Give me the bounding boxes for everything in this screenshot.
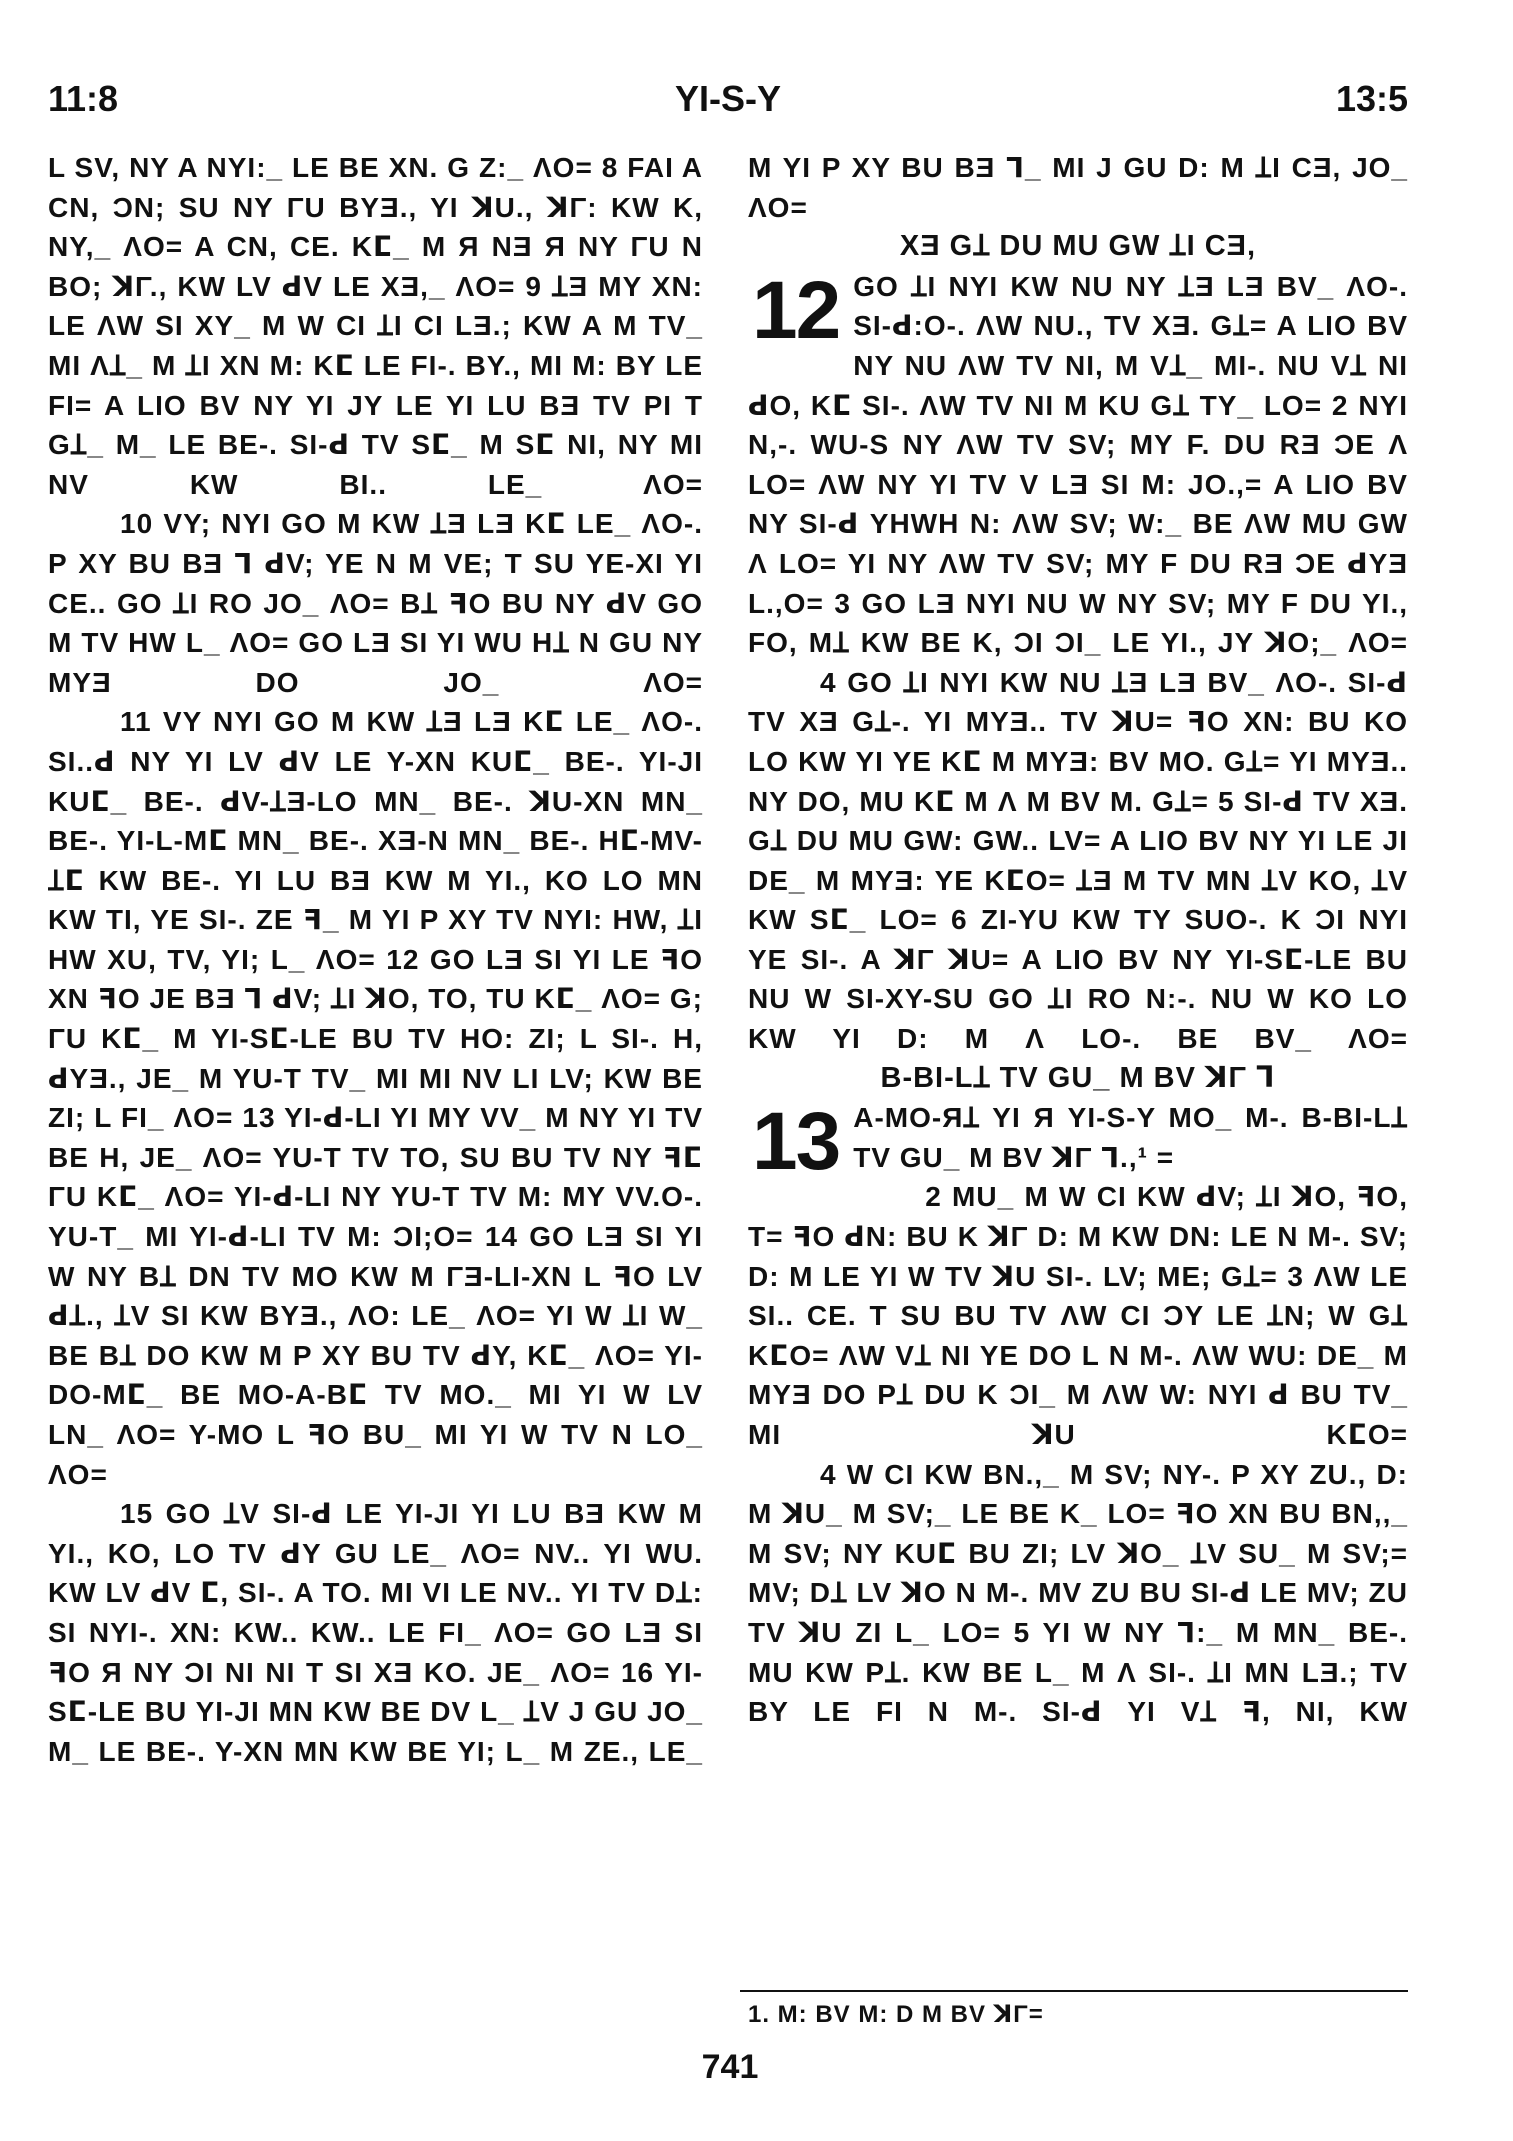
paragraph: 10 VY; NYI GO M KW ꞱƎ LƎ Kⵎ LE_ ΛO-. P XY BU BƎ Ꞁ ꓒV; YE N M VE; T SU YE-XI YI CE.. GO ꞱI RO JO_ ΛO= BꞱ ꟻO BU NY ꓒV GO M TV HW L_ ΛO= GO LƎ SI YI WU HꞱ N GU NY MYƎ DO JO_ ΛO= — [48, 508, 703, 698]
header-right-reference: 13:5 — [1335, 78, 1408, 119]
chapter-13-block — [748, 1096, 1408, 1188]
paragraph: L SV, NY A NYI:_ LE BE XN. G Z:_ ΛO= 8 FAI A CN, ƆN; SU NY ΓU BYƎ., YI ꓘU., ꓘΓ: KW K, NY,_ ΛO= A CN, CE. Kⵎ_ M Я NƎ Я NY ΓU N BO; ꓘΓ., KW LV ꓒV LE XƎ,_ ΛO= 9 ꞱƎ MY XN: LE ΛW SI XY_ M W CI ꞱI CI LƎ.; KW A M TV_ MI ΛꞱ_ M ꞱI XN M: Kⵎ LE FI-. BY., MI M: BY LE FI= A LIO BV NY YI JY LE YI LU BƎ TV PI T GꞱ_ M_ LE BE-. SI-ꓒ TV Sⵎ_ M Sⵎ NI, NY MI NV KW BI.. LE_ ΛO= — [48, 152, 703, 500]
paragraph: A-MO-ЯꞱ YI Я YI-S-Y MO_ M-. B-BI-LꞱ TV GU_ M BV ꓘΓ Ꞁ.,¹ = — [853, 1102, 1408, 1173]
header-left-reference: 11:8 — [48, 78, 119, 119]
paragraph: 15 GO ꞱV SI-ꓒ LE YI-JI YI LU BƎ KW M YI., KO, LO TV ꓒY GU LE_ ΛO= NV.. YI WU. KW LV ꓒV ⵎ, SI-. A TO. MI VI LE NV.. YI TV DꞱ: SI NYI-. XN: KW.. KW.. LE FI_ ΛO= GO LƎ SI ꟻO Я NY ƆI NI NI T SI XƎ KO. JE_ ΛO= 16 YI-Sⵎ-LE BU YI-JI MN KW BE DV L_ ꞱV J GU JO_ M_ LE BE-. Y-XN MN KW BE YI; L_ M ZE., LE_ — [48, 1498, 703, 1767]
footnote-divider — [740, 1990, 1408, 1992]
chapter-12-block — [748, 264, 1408, 663]
chapter-number: 12 — [752, 264, 840, 356]
paragraph: 4 W CI KW BN.,_ M SV; NY-. P XY ZU., D: M ꓘU_ M SV;_ LE BE K_ LO= ꟻO XN BU BN,,_ M SV; NY KUⵎ BU ZI; LV ꓘO_ ꞱV SU_ M SV;= MV; DꞱ LV ꓘO N M-. MV ZU BU SI-ꓒ LE MV; ZU TV ꓘU ZI L_ LO= 5 YI W NY Ꞁ:_ M MN_ BE-. MU KW PꞱ. KW BE L_ M Λ SI-. ꞱI MN LƎ.; TV BY LE FI N M-. SI-ꓒ YI VꞱ ꟻ, NI, KW — [748, 1458, 1408, 1728]
footnote: 1. M: BV M: D M BV ꓘΓ= — [748, 2001, 1044, 2028]
section-heading: B-BI-LꞱ TV GU_ M BV ꓘΓ Ꞁ — [880, 1061, 1276, 1094]
section-heading: XƎ GꞱ DU MU GW ꞱI CƎ, — [899, 230, 1257, 263]
running-header — [48, 78, 1408, 128]
paragraph: GO ꞱI NYI KW NU NY ꞱƎ LƎ BV_ ΛO-. SI-ꓒ:O-. ΛW NU., TV XƎ. GꞱ= A LIO BV NY NU ΛW TV NI, M VꞱ_ MI-. NU VꞱ NI ꓒO, Kⵎ SI-. ΛW TV NI M KU GꞱ TY_ LO= 2 NYI N,-. WU-S NY ΛW TV SV; MY F. DU RƎ ƆE Λ LO= ΛW NY YI TV V LƎ SI M: JO.,= A LIO BV NY SI-ꓒ YHWH N: ΛW SV; W:_ BE ΛW MU GW Λ LO= YI NY ΛW TV SV; MY F DU RƎ ƆE ꓒYƎ L.,O= 3 GO LƎ NYI NU W NY SV; MY F DU YI., FO, MꞱ KW BE K, ƆI ƆI_ LE YI., JY ꓘO;_ ΛO= — [748, 270, 1408, 659]
header-book-title: YI-S-Y — [674, 78, 781, 119]
paragraph: M YI P XY BU BƎ Ꞁ_ MI J GU D: M ꞱI CƎ, JO_ ΛO= — [748, 152, 1408, 223]
chapter-number: 13 — [752, 1096, 840, 1188]
page-number: 741 — [701, 2048, 759, 2086]
paragraph: 11 VY NYI GO M KW ꞱƎ LƎ Kⵎ LE_ ΛO-. SI..ꓒ NY YI LV ꓒV LE Y-XN KUⵎ_ BE-. YI-JI KUⵎ_ BE-. ꓒV-ꞱƎ-LO MN_ BE-. ꓘU-XN MN_ BE-. YI-L-Mⵎ MN_ BE-. XƎ-N MN_ BE-. Hⵎ-MV-Ʇⵎ KW BE-. YI LU BƎ KW M YI., KO LO MN KW TI, YE SI-. ZE ꟻ_ M YI P XY TV NYI: HW, ꞱI HW XU, TV, YI; L_ ΛO= 12 GO LƎ SI YI LE ꟻO XN ꟻO JE BƎ Ꞁ ꓒV; ꞱI ꓘO, TO, TU Kⵎ_ ΛO= G; ΓU Kⵎ_ M YI-Sⵎ-LE BU TV HO: ZI; L SI-. H, ꓒYƎ., JE_ M YU-T TV_ MI MI NV LI LV; KW BE ZI; L FI_ ΛO= 13 YI-ꓒ-LI YI MY VV_ M NY YI TV BE H, JE_ ΛO= YU-T TV TO, SU BU TV NY ꟻⵎ ΓU Kⵎ_ ΛO= YI-ꓒ-LI NY YU-T TV M: MY VV.O-. YU-T_ MI YI-ꓒ-LI TV M: ƆI;O= 14 GO LƎ SI YI W NY BꞱ DN TV MO KW M ΓƎ-LI-XN L ꟻO LV ꓒꞱ., ꞱV SI KW BYƎ., ΛO: LE_ ΛO= YI W ꞱI W_ BE BꞱ DO KW M P XY BU TV ꓒY, Kⵎ_ ΛO= YI-DO-Mⵎ_ BE MO-A-Bⵎ TV MO._ MI YI W LV LN_ ΛO= Y-MO L ꟻO BU_ MI YI W TV N LO_ ΛO= — [48, 706, 703, 1490]
paragraph: 2 MU_ M W CI KW ꓒV; ꞱI ꓘO, ꟻO, T= ꟻO ꓒN: BU K ꓘΓ D: M KW DN: LE N M-. SV; D: M LE YI W TV ꓘU SI-. LV; ME; GꞱ= 3 ΛW LE SI.. CE. T SU BU TV ΛW CI ƆY LE ꞱN; W GꞱ KⵎO= ΛW VꞱ NI YE DO L N M-. ΛW WU: DE_ M MYƎ DO PꞱ DU K ƆI_ M ΛW W: NYI ꓒ BU TV_ MI ꓘU KⵎO= — [748, 1181, 1408, 1450]
right-column — [748, 148, 1408, 1981]
left-column — [48, 148, 703, 1981]
paragraph: 4 GO ꞱI NYI KW NU ꞱƎ LƎ BV_ ΛO-. SI-ꓒ TV XƎ GꞱ-. YI MYƎ.. TV ꓘU= ꟻO XN: BU KO LO KW YI YE Kⵎ M MYƎ: BV MO. GꞱ= YI MYƎ.. NY DO, MU Kⵎ M Λ M BV M. GꞱ= 5 SI-ꓒ TV XƎ. GꞱ DU MU GW: GW.. LV= A LIO BV NY YI LE JI DE_ M MYƎ: YE KⵎO= ꞱƎ M TV MN ꞱV KO, ꞱV KW Sⵎ_ LO= 6 ZI-YU KW TY SUO-. K ƆI NYI YE SI-. A ꓘΓ ꓘU= A LIO BV NY YI-Sⵎ-LE BU NU W SI-XY-SU GO ꞱI RO N:-. NU W KO LO KW YI D: M Λ LO-. BE BV_ ΛO= — [748, 666, 1408, 1055]
